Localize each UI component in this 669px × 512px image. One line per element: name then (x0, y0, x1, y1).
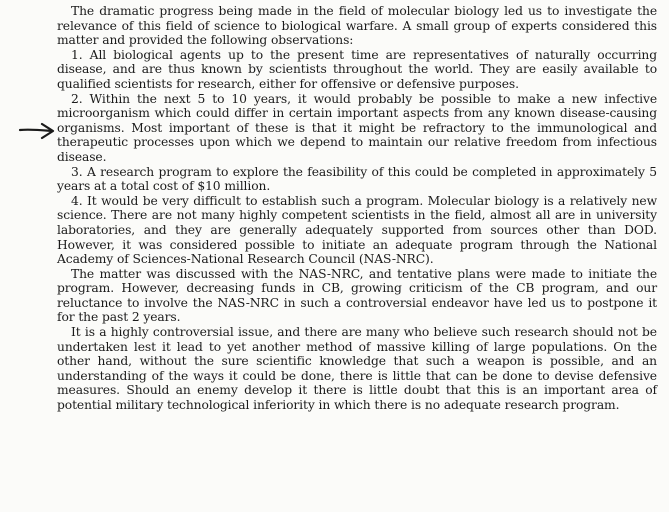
observation-4-paragraph: 4. It would be very difficult to establish such a program. Molecular biology is a relatively new science. There are not many highly competent scientists in the field, almost all are in university laboratories, and they are generally adequately supported from sources other than DOD. However, it was considered possible to initiate an adequate program through the National Academy of Sciences-National Research Council (NAS-NRC). (57, 193, 657, 267)
intro-paragraph: The dramatic progress being made in the field of molecular biology led us to investigate the relevance of this field of science to biological warfare. A small group of experts considered this matter and provided the following observations: (57, 4, 657, 48)
nas-nrc-discussion-paragraph: The matter was discussed with the NAS-NRC, and tentative plans were made to initiate the program. However, decreasing funds in CB, growing criticism of the CB program, and our reluctance to involve the NAS-NRC in such a controversial endeavor have led us to postpone it for the past 2 years. (57, 266, 657, 325)
observation-1-paragraph: 1. All biological agents up to the present time are representatives of naturally occurring disease, and are thus known by scientists throughout the world. They are easily available to qualified scientists for research, either for offensive or defensive purposes. (57, 47, 657, 91)
hand-drawn-arrow-icon (18, 120, 58, 142)
observation-3-paragraph: 3. A research program to explore the feasibility of this could be completed in approximately 5 years at a total cost of $10 million. (57, 164, 657, 194)
observation-2-paragraph: 2. Within the next 5 to 10 years, it would probably be possible to make a new infective microorganism which could differ in certain important aspects from any known disease-causing organisms. Most important of these is that it might be refractory to the immunological and therapeutic processes upon which we depend to maintain our relative freedom from infectious disease. (57, 91, 657, 164)
document-page (57, 4, 657, 413)
controversy-paragraph: It is a highly controversial issue, and there are many who believe such research should not be undertaken lest it lead to yet another method of massive killing of large populations. On the other hand, without the sure scientific knowledge that such a weapon is possible, and an understanding of the ways it could be done, there is little that can be done to devise defensive measures. Should an enemy develop it there is little doubt that this is an important area of potential military technological inferiority in which there is no adequate research program. (57, 325, 657, 413)
